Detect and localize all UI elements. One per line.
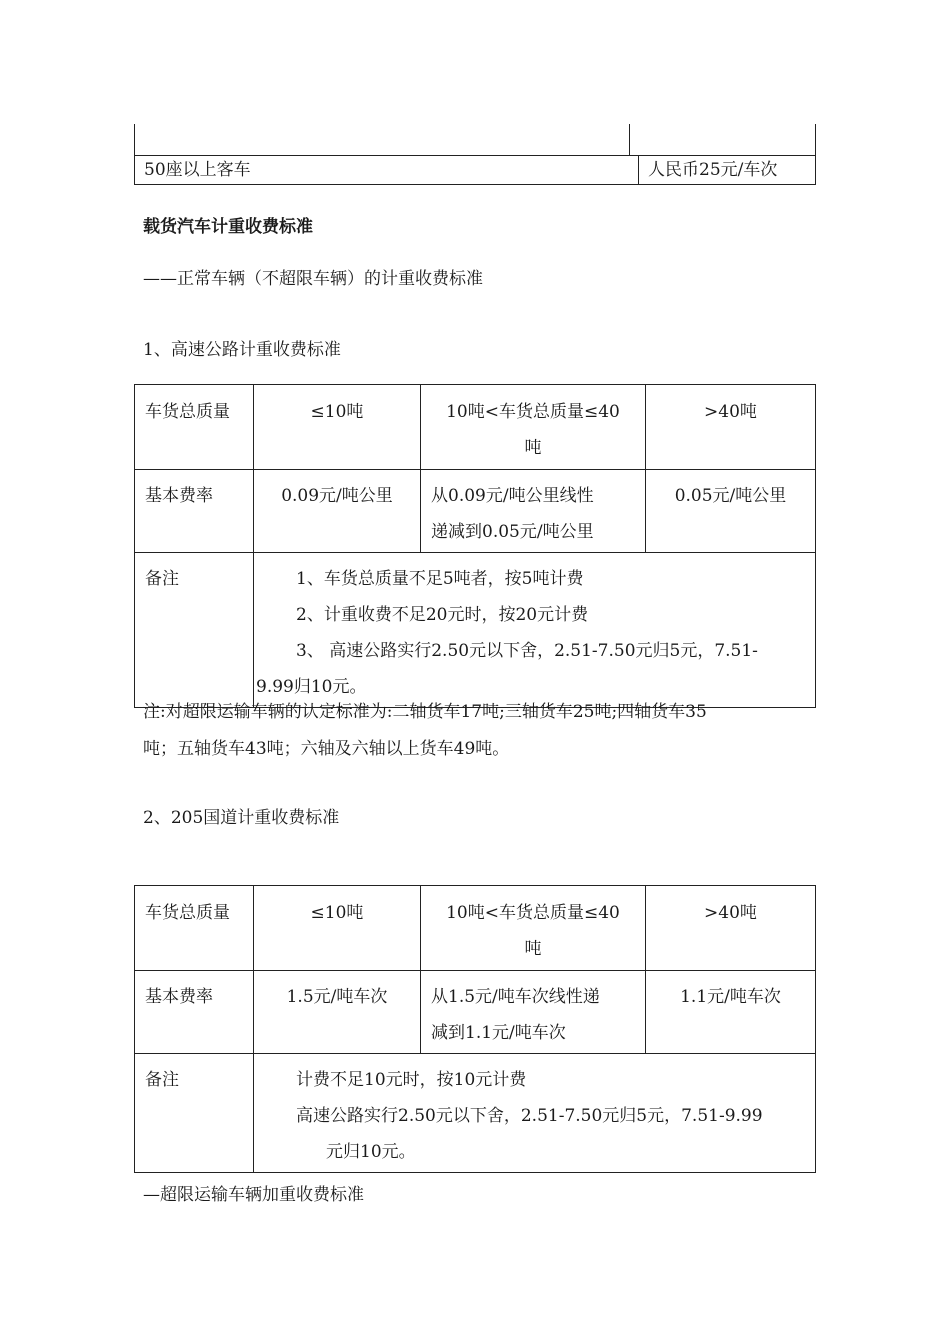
hw-header-col0: 车货总质量 [135, 385, 254, 470]
hw-rate-label: 基本费率 [135, 470, 254, 553]
table-row [135, 886, 816, 971]
top-table [134, 155, 816, 185]
hw-header-col2-line2: 吨 [524, 438, 542, 458]
nr-note-label: 备注 [135, 1054, 254, 1173]
nr-header-col0: 车货总质量 [135, 886, 254, 971]
hw-rate-col2-line2: 递减到0.05元/吨公里 [431, 522, 594, 542]
nr-header-col2-line2: 吨 [524, 939, 542, 959]
overlimit-note-line2: 吨；五轴货车43吨；六轴及六轴以上货车49吨。 [143, 739, 510, 759]
hw-rate-col2-line1: 从0.09元/吨公里线性 [431, 486, 594, 506]
hw-rate-col2 [421, 470, 646, 553]
hw-rate-col1: 0.09元/吨公里 [254, 470, 421, 553]
hw-header-col2-line1: 10吨<车货总质量≤40 [446, 402, 620, 422]
top-table-label: 50座以上客车 [135, 156, 639, 185]
hw-note-content [254, 553, 816, 708]
nr-note-2: 高速公路实行2.50元以下舍，2.51-7.50元归5元，7.51-9.99 [296, 1106, 763, 1126]
hw-header-col3: >40吨 [646, 385, 816, 470]
nr-rate-col1: 1.5元/吨车次 [254, 971, 421, 1054]
nr-rate-col2 [421, 971, 646, 1054]
table-row [135, 385, 816, 470]
highway-table [134, 384, 816, 708]
nr-rate-label: 基本费率 [135, 971, 254, 1054]
top-table-value: 人民币25元/车次 [639, 156, 816, 185]
table-row [135, 971, 816, 1054]
top-table-border-right [815, 124, 816, 156]
hw-note-label: 备注 [135, 553, 254, 708]
nr-header-col2 [421, 886, 646, 971]
nr-note-3: 元归10元。 [326, 1142, 416, 1162]
hw-rate-col3: 0.05元/吨公里 [646, 470, 816, 553]
subtitle-overlimit: —超限运输车辆加重收费标准 [143, 1185, 364, 1205]
table-row [135, 1054, 816, 1173]
national-table [134, 885, 816, 1173]
hw-note-1: 1、车货总质量不足5吨者，按5吨计费 [296, 569, 584, 589]
hw-note-2: 2、计重收费不足20元时，按20元计费 [296, 605, 589, 625]
nr-note-1: 计费不足10元时，按10元计费 [296, 1070, 527, 1090]
section-title: 载货汽车计重收费标准 [143, 217, 313, 237]
nr-header-col1: ≤10吨 [254, 886, 421, 971]
hw-header-col1: ≤10吨 [254, 385, 421, 470]
table-row [135, 553, 816, 708]
hw-note-3: 3、 高速公路实行2.50元以下舍，2.51-7.50元归5元，7.51- [296, 641, 758, 661]
heading-national: 2、205国道计重收费标准 [143, 808, 340, 828]
nr-header-col2-line1: 10吨<车货总质量≤40 [446, 903, 620, 923]
nr-header-col3: >40吨 [646, 886, 816, 971]
nr-rate-col2-line2: 减到1.1元/吨车次 [431, 1023, 566, 1043]
hw-note-4: 9.99归10元。 [256, 677, 367, 697]
hw-header-col2 [421, 385, 646, 470]
subtitle-normal: ——正常车辆（不超限车辆）的计重收费标准 [143, 269, 483, 289]
table-row [135, 470, 816, 553]
nr-note-content [254, 1054, 816, 1173]
heading-highway: 1、高速公路计重收费标准 [143, 340, 341, 360]
nr-rate-col2-line1: 从1.5元/吨车次线性递 [431, 987, 600, 1007]
top-table-border-mid [629, 124, 630, 156]
overlimit-note-line1: 注:对超限运输车辆的认定标准为:二轴货车17吨;三轴货车25吨;四轴货车35 [143, 702, 707, 722]
top-table-border-left [134, 124, 135, 156]
table-row [135, 156, 816, 185]
nr-rate-col3: 1.1元/吨车次 [646, 971, 816, 1054]
